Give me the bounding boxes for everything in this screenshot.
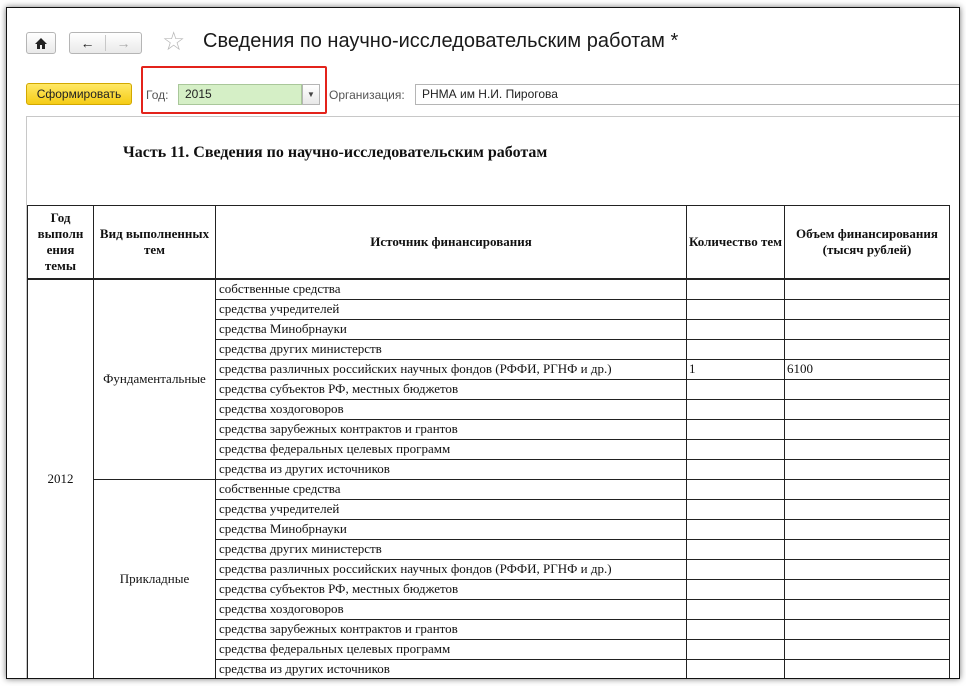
volume-cell — [785, 299, 950, 319]
organization-input[interactable]: РНМА им Н.И. Пирогова — [415, 84, 960, 105]
volume-cell — [785, 339, 950, 359]
count-cell — [687, 519, 785, 539]
source-cell: собственные средства — [216, 479, 687, 499]
source-cell: средства из других источников — [216, 459, 687, 479]
count-cell — [687, 559, 785, 579]
report-heading: Часть 11. Сведения по научно-исследовательским работам — [123, 144, 548, 161]
source-cell: средства различных российских научных фондов (РФФИ, РГНФ и др.) — [216, 359, 687, 379]
volume-cell — [785, 439, 950, 459]
count-cell — [687, 479, 785, 499]
source-cell: средства других министерств — [216, 539, 687, 559]
column-header-year: Год выполн ения темы — [28, 206, 94, 279]
count-cell — [687, 319, 785, 339]
count-cell — [687, 579, 785, 599]
count-cell — [687, 619, 785, 639]
volume-cell — [785, 459, 950, 479]
source-cell: средства других министерств — [216, 339, 687, 359]
form-window — [7, 8, 959, 678]
count-cell — [687, 339, 785, 359]
volume-cell — [785, 599, 950, 619]
count-cell — [687, 539, 785, 559]
count-cell — [687, 599, 785, 619]
year-label: Год: — [146, 88, 169, 102]
table-row — [28, 279, 950, 300]
source-cell: собственные средства — [216, 279, 687, 300]
source-cell: средства зарубежных контрактов и грантов — [216, 619, 687, 639]
count-cell — [687, 419, 785, 439]
source-cell: средства федеральных целевых программ — [216, 439, 687, 459]
count-cell — [687, 379, 785, 399]
source-cell: средства учредителей — [216, 299, 687, 319]
report-table — [27, 205, 950, 679]
count-cell — [687, 639, 785, 659]
window-title: Сведения по научно-исследовательским работам * — [203, 30, 679, 52]
home-button[interactable] — [26, 32, 56, 54]
column-header-kind: Вид выполненных тем — [94, 206, 216, 279]
table-row — [28, 479, 950, 499]
source-cell: средства из других источников — [216, 659, 687, 679]
source-cell: средства хоздоговоров — [216, 599, 687, 619]
source-cell: средства учредителей — [216, 499, 687, 519]
count-cell — [687, 439, 785, 459]
dropdown-arrow-icon: ▼ — [307, 90, 315, 99]
year-dropdown-button[interactable] — [302, 84, 320, 105]
organization-label: Организация: — [329, 88, 405, 102]
count-cell — [687, 659, 785, 679]
count-cell: 1 — [687, 359, 785, 379]
year-cell: 2012 — [28, 279, 94, 680]
volume-cell — [785, 479, 950, 499]
volume-cell — [785, 419, 950, 439]
count-cell — [687, 499, 785, 519]
source-cell: средства субъектов РФ, местных бюджетов — [216, 379, 687, 399]
count-cell — [687, 399, 785, 419]
count-cell — [687, 459, 785, 479]
kind-cell: Прикладные — [94, 479, 216, 679]
count-cell — [687, 279, 785, 300]
volume-cell — [785, 379, 950, 399]
volume-cell — [785, 659, 950, 679]
volume-cell — [785, 499, 950, 519]
source-cell: средства зарубежных контрактов и грантов — [216, 419, 687, 439]
back-arrow-icon[interactable]: ← — [80, 35, 95, 51]
column-header-source: Источник финансирования — [216, 206, 687, 279]
volume-cell — [785, 319, 950, 339]
source-cell: средства различных российских научных фондов (РФФИ, РГНФ и др.) — [216, 559, 687, 579]
history-nav — [69, 32, 142, 54]
source-cell: средства субъектов РФ, местных бюджетов — [216, 579, 687, 599]
year-input[interactable]: 2015 — [178, 84, 302, 105]
volume-cell — [785, 579, 950, 599]
source-cell: средства Минобрнауки — [216, 319, 687, 339]
column-header-count: Количество тем — [687, 206, 785, 279]
favorite-star-icon[interactable]: ☆ — [162, 26, 186, 56]
kind-cell: Фундаментальные — [94, 279, 216, 480]
volume-cell — [785, 279, 950, 300]
volume-cell — [785, 519, 950, 539]
home-icon — [34, 37, 48, 50]
count-cell — [687, 299, 785, 319]
report-sheet — [26, 116, 960, 679]
volume-cell — [785, 559, 950, 579]
source-cell: средства федеральных целевых программ — [216, 639, 687, 659]
volume-cell — [785, 639, 950, 659]
forward-arrow-icon[interactable]: → — [116, 35, 131, 51]
source-cell: средства Минобрнауки — [216, 519, 687, 539]
column-header-volume: Объем финансирования (тысяч рублей) — [785, 206, 950, 279]
volume-cell — [785, 619, 950, 639]
volume-cell: 6100 — [785, 359, 950, 379]
source-cell: средства хоздоговоров — [216, 399, 687, 419]
window-frame — [6, 7, 960, 679]
volume-cell — [785, 539, 950, 559]
volume-cell — [785, 399, 950, 419]
generate-button[interactable]: Сформировать — [26, 83, 132, 105]
